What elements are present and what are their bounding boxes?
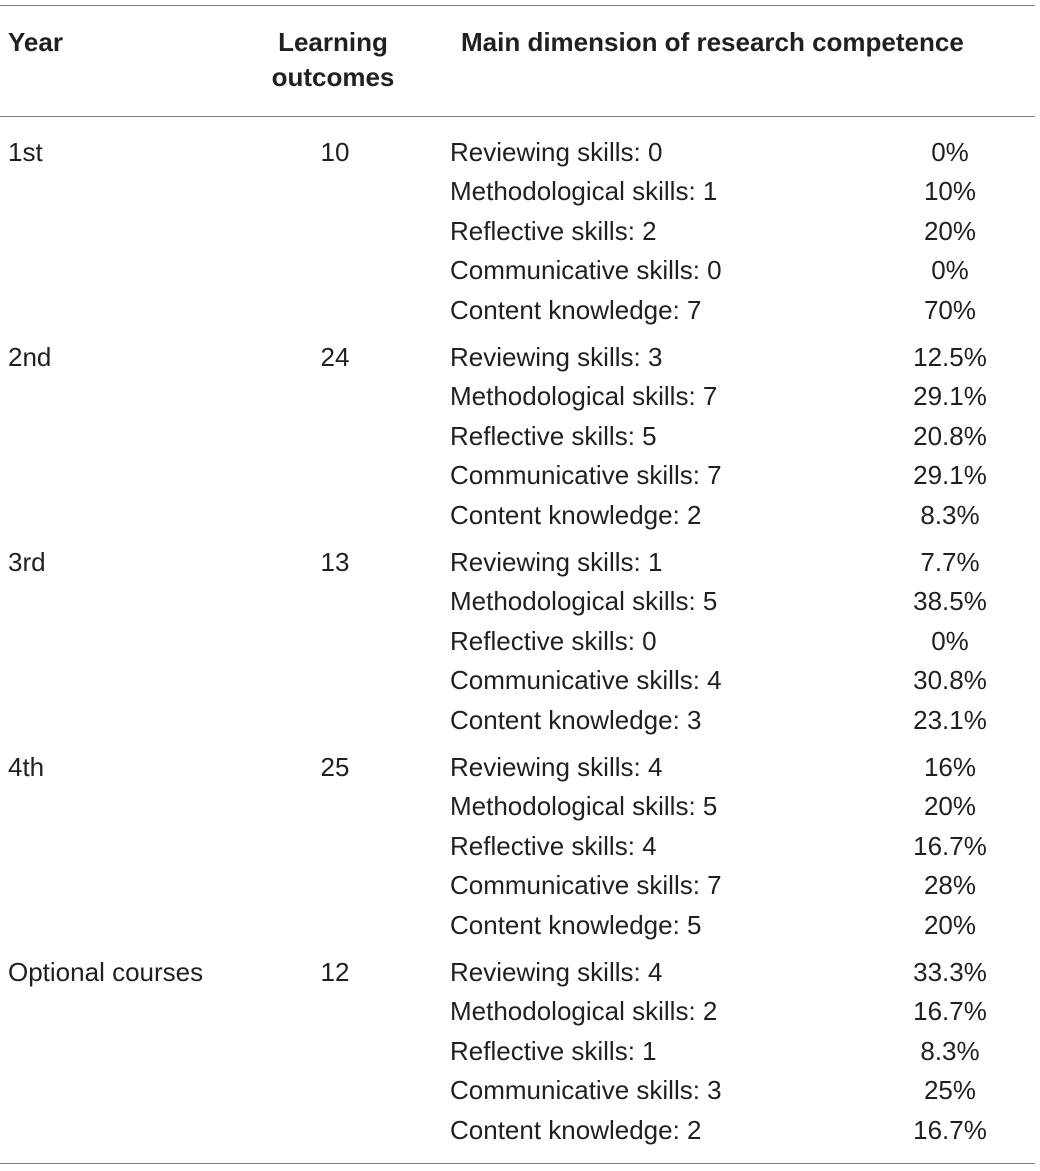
skill-percent: 20%	[923, 909, 977, 940]
skill-label: Methodological skills: 1	[450, 176, 718, 207]
dimension-item	[450, 701, 1010, 740]
skill-percent: 28%	[923, 870, 977, 901]
skill-percent: 23.1%	[913, 704, 987, 735]
dimension-item	[450, 496, 1010, 535]
dimension-item	[450, 1071, 1010, 1110]
dimension-item	[450, 417, 1010, 456]
outcomes-count: 10	[320, 137, 350, 167]
header-main-dimension: Main dimension of research competence	[461, 27, 964, 57]
header-year: Year	[8, 27, 63, 57]
dimension-item	[450, 866, 1010, 905]
year-cell: Optional courses	[8, 957, 204, 987]
skill-percent: 0%	[931, 625, 969, 656]
skill-label: Reflective skills: 2	[450, 215, 657, 246]
skill-label: Communicative skills: 7	[450, 870, 722, 901]
outcomes-count: 12	[320, 957, 350, 987]
skill-label: Reviewing skills: 4	[450, 752, 663, 782]
skill-label: Methodological skills: 5	[450, 791, 718, 822]
dimension-item	[450, 622, 1010, 661]
skill-label: Reviewing skills: 0	[450, 137, 663, 167]
skill-percent: 20%	[923, 215, 977, 246]
dimension-list	[450, 953, 1010, 1150]
header-rule	[0, 116, 1035, 117]
skill-label: Reviewing skills: 3	[450, 342, 663, 372]
dimension-item	[450, 251, 1010, 290]
dimension-item	[450, 827, 1010, 866]
skill-label: Content knowledge: 7	[450, 294, 702, 325]
skill-label: Reviewing skills: 4	[450, 957, 663, 987]
skill-label: Content knowledge: 5	[450, 909, 702, 940]
skill-percent: 16%	[923, 752, 977, 782]
table-top-rule	[0, 5, 1035, 6]
skill-label: Communicative skills: 3	[450, 1075, 722, 1106]
dimension-item	[450, 906, 1010, 945]
table-bottom-rule	[0, 1163, 1035, 1164]
skill-percent: 30.8%	[913, 665, 987, 696]
outcomes-count: 24	[320, 342, 350, 372]
skill-percent: 16.7%	[913, 1114, 987, 1145]
skill-percent: 33.3%	[913, 957, 987, 987]
skill-label: Communicative skills: 7	[450, 460, 722, 491]
year-cell: 3rd	[8, 547, 46, 577]
skill-percent: 20.8%	[913, 420, 987, 451]
skill-label: Reviewing skills: 1	[450, 547, 663, 577]
dimension-item	[450, 1032, 1010, 1071]
skill-percent: 25%	[923, 1075, 977, 1106]
dimension-list	[450, 748, 1010, 945]
dimension-item	[450, 748, 1010, 787]
year-cell: 4th	[8, 752, 45, 782]
dimension-item	[450, 133, 1010, 172]
skill-label: Communicative skills: 0	[450, 255, 722, 286]
skill-percent: 7.7%	[920, 547, 980, 577]
dimension-item	[450, 953, 1010, 992]
dimension-list	[450, 338, 1010, 535]
skill-percent: 70%	[923, 294, 977, 325]
header-learning-outcomes-line1: Learning	[278, 27, 388, 57]
skill-label: Reflective skills: 4	[450, 830, 657, 861]
year-cell: 2nd	[8, 342, 52, 372]
skill-label: Reflective skills: 5	[450, 420, 657, 451]
skill-percent: 8.3%	[920, 499, 980, 530]
skill-percent: 0%	[931, 255, 969, 286]
skill-percent: 29.1%	[913, 460, 987, 491]
skill-percent: 0%	[931, 137, 969, 167]
skill-percent: 29.1%	[913, 381, 987, 412]
header-learning-outcomes	[230, 25, 436, 95]
skill-percent: 38.5%	[913, 586, 987, 617]
skill-label: Content knowledge: 2	[450, 1114, 702, 1145]
skill-label: Content knowledge: 2	[450, 499, 702, 530]
dimension-item	[450, 212, 1010, 251]
skill-label: Methodological skills: 2	[450, 996, 718, 1027]
dimension-item	[450, 992, 1010, 1031]
header-learning-outcomes-line2: outcomes	[271, 62, 395, 92]
dimension-list	[450, 133, 1010, 330]
skill-label: Methodological skills: 7	[450, 381, 718, 412]
outcomes-count: 25	[320, 752, 350, 782]
skill-percent: 16.7%	[913, 996, 987, 1027]
dimension-item	[450, 291, 1010, 330]
skill-percent: 8.3%	[920, 1035, 980, 1066]
skill-label: Reflective skills: 1	[450, 1035, 657, 1066]
dimension-item	[450, 787, 1010, 826]
dimension-item	[450, 1111, 1010, 1150]
dimension-item	[450, 661, 1010, 700]
dimension-item	[450, 582, 1010, 621]
dimension-item	[450, 543, 1010, 582]
skill-percent: 20%	[923, 791, 977, 822]
skill-percent: 12.5%	[913, 342, 987, 372]
outcomes-count: 13	[320, 547, 350, 577]
dimension-item	[450, 338, 1010, 377]
skill-label: Methodological skills: 5	[450, 586, 718, 617]
dimension-item	[450, 172, 1010, 211]
skill-label: Content knowledge: 3	[450, 704, 702, 735]
skill-label: Reflective skills: 0	[450, 625, 657, 656]
year-cell: 1st	[8, 137, 43, 167]
skill-label: Communicative skills: 4	[450, 665, 722, 696]
skill-percent: 10%	[923, 176, 977, 207]
dimension-item	[450, 377, 1010, 416]
skill-percent: 16.7%	[913, 830, 987, 861]
dimension-item	[450, 456, 1010, 495]
dimension-list	[450, 543, 1010, 740]
